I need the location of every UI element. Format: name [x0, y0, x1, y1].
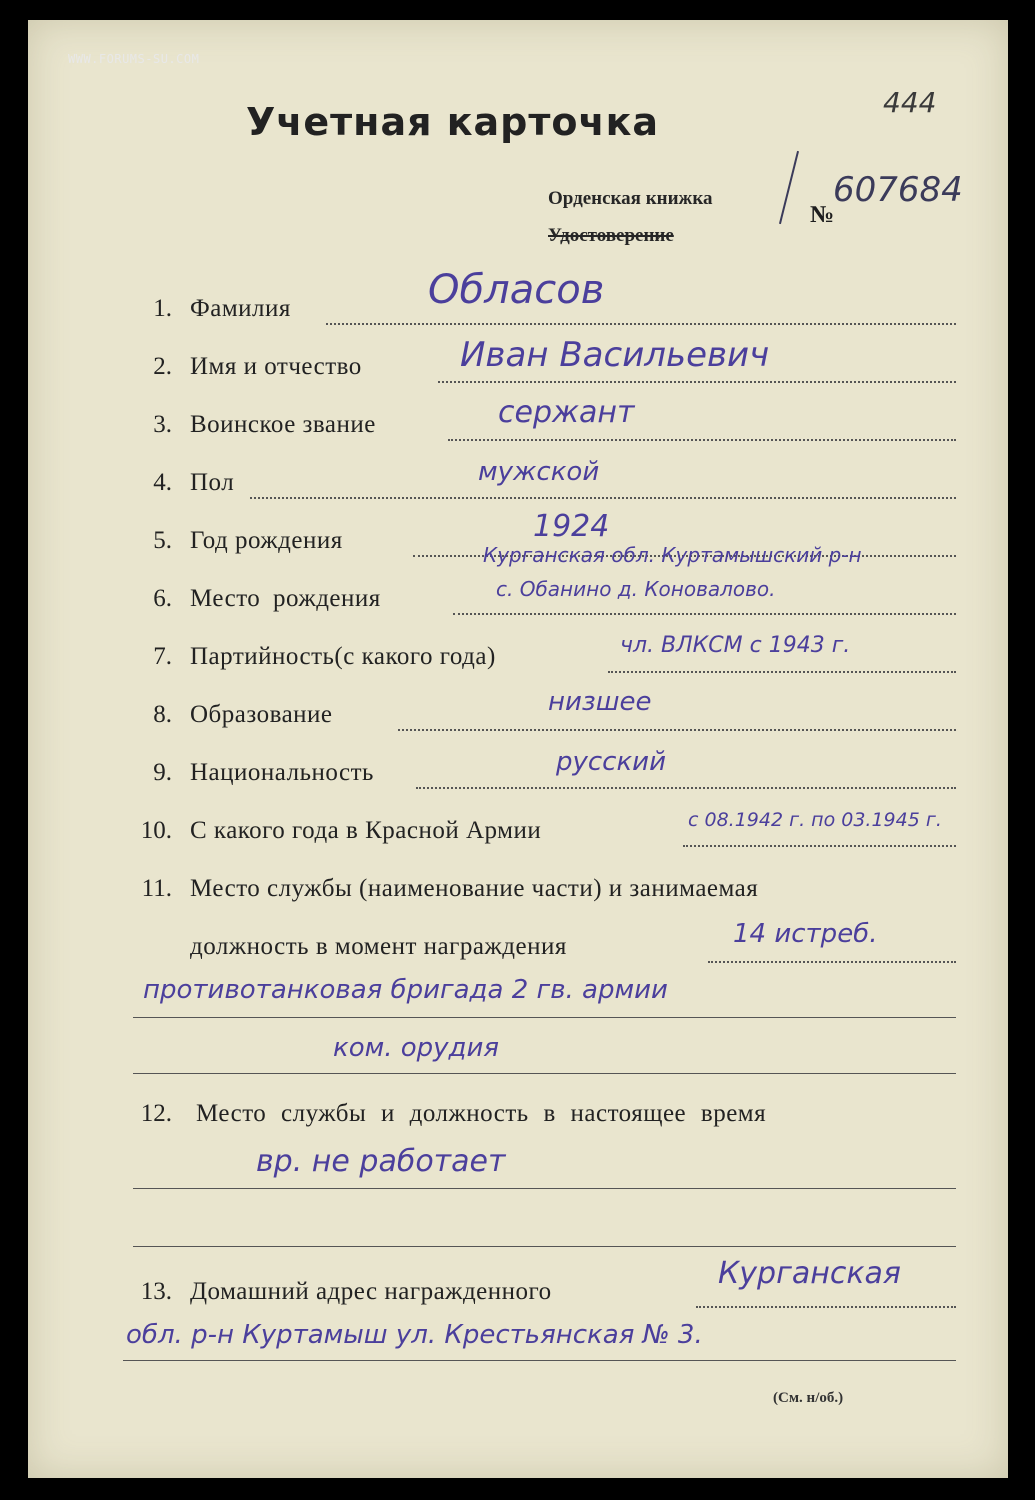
- field-label: Место рождения: [190, 585, 381, 612]
- handwritten-value-line2: с. Обанино д. Коновалово.: [496, 577, 776, 601]
- handwritten-value-line1: 14 истреб.: [733, 919, 878, 949]
- handwritten-value: мужской: [478, 457, 600, 487]
- solid-line: [133, 1073, 956, 1074]
- dotted-line: [696, 1306, 956, 1308]
- handwritten-value-line2: обл. р-н Куртамыш ул. Крестьянская № 3.: [126, 1320, 703, 1350]
- field-label: Имя и отчество: [190, 353, 362, 380]
- handwritten-value: Иван Васильевич: [460, 335, 770, 375]
- dotted-line: [416, 787, 956, 789]
- field-rank: [28, 395, 1008, 451]
- dotted-line: [438, 381, 956, 383]
- handwritten-slash: [779, 151, 799, 224]
- handwritten-value-line1: Курганская обл. Куртамышский р-н: [483, 543, 862, 567]
- field-number: 1.: [153, 295, 172, 322]
- field-label: Воинское звание: [190, 411, 376, 438]
- field-label: Национальность: [190, 759, 374, 786]
- handwritten-value: Обласов: [428, 267, 605, 313]
- field-number: 13.: [140, 1278, 172, 1305]
- handwritten-value: с 08.1942 г. по 03.1945 г.: [688, 809, 942, 831]
- dotted-line: [683, 845, 956, 847]
- field-label: Домашний адрес награжденного: [190, 1278, 552, 1305]
- field-label-line2: должность в момент награждения: [190, 933, 567, 960]
- archive-number: 444: [883, 86, 937, 119]
- orden-book-label: Орденская книжка: [548, 188, 713, 209]
- field-home-address: [28, 1256, 1008, 1378]
- handwritten-value-line1: Курганская: [718, 1256, 901, 1291]
- certificate-label: Удостоверение: [548, 225, 674, 246]
- book-number: 607684: [833, 170, 963, 210]
- field-label: Фамилия: [190, 295, 291, 322]
- solid-line: [133, 1017, 956, 1018]
- field-name: [28, 335, 1008, 393]
- number-sign: №: [810, 202, 835, 228]
- field-label: Партийность(с какого года): [190, 643, 496, 670]
- field-number: 11.: [141, 875, 172, 902]
- field-number: 12.: [140, 1100, 172, 1127]
- field-label: С какого года в Красной Армии: [190, 817, 542, 844]
- dotted-line: [326, 323, 956, 325]
- field-label: Год рождения: [190, 527, 343, 554]
- field-nationality: [28, 747, 1008, 799]
- field-current-service: [28, 1100, 1008, 1250]
- field-birthplace: [28, 543, 1008, 625]
- field-number: 4.: [153, 469, 172, 496]
- handwritten-value-line2: противотанковая бригада 2 гв. армии: [143, 975, 668, 1005]
- field-label: Пол: [190, 469, 235, 496]
- handwritten-value: 1924: [533, 509, 610, 544]
- record-card: [28, 20, 1008, 1478]
- handwritten-value-line3: ком. орудия: [333, 1033, 500, 1063]
- field-surname: [28, 267, 1008, 335]
- dotted-line: [608, 671, 956, 673]
- dotted-line: [250, 497, 956, 499]
- field-number: 10.: [140, 817, 172, 844]
- field-number: 8.: [153, 701, 172, 728]
- field-label-line1: Место службы (наименование части) и занимаемая: [190, 875, 759, 902]
- handwritten-value: вр. не работает: [256, 1144, 506, 1179]
- field-party: [28, 633, 1008, 683]
- field-label: Место службы и должность в настоящее время: [196, 1100, 767, 1127]
- handwritten-value: низшее: [548, 687, 652, 717]
- field-label: Образование: [190, 701, 333, 728]
- handwritten-value: сержант: [498, 395, 635, 430]
- dotted-line: [708, 961, 956, 963]
- solid-line: [133, 1246, 956, 1247]
- field-service-place: [28, 875, 1008, 1075]
- field-number: 2.: [153, 353, 172, 380]
- field-army-since: [28, 809, 1008, 857]
- dotted-line: [398, 729, 956, 731]
- field-number: 7.: [153, 643, 172, 670]
- field-number: 9.: [153, 759, 172, 786]
- watermark: WWW.FORUMS-SU.COM: [68, 52, 200, 66]
- field-sex: [28, 457, 1008, 509]
- dotted-line: [453, 613, 956, 615]
- solid-line: [133, 1188, 956, 1189]
- field-education: [28, 687, 1008, 741]
- handwritten-value: чл. ВЛКСМ с 1943 г.: [620, 633, 851, 658]
- field-number: 5.: [153, 527, 172, 554]
- dotted-line: [448, 439, 956, 441]
- solid-line: [123, 1360, 956, 1361]
- handwritten-value: русский: [556, 747, 666, 777]
- see-reverse-note: (См. н/об.): [773, 1390, 844, 1406]
- field-number: 6.: [153, 585, 172, 612]
- card-title: Учетная карточка: [246, 100, 659, 144]
- field-number: 3.: [153, 411, 172, 438]
